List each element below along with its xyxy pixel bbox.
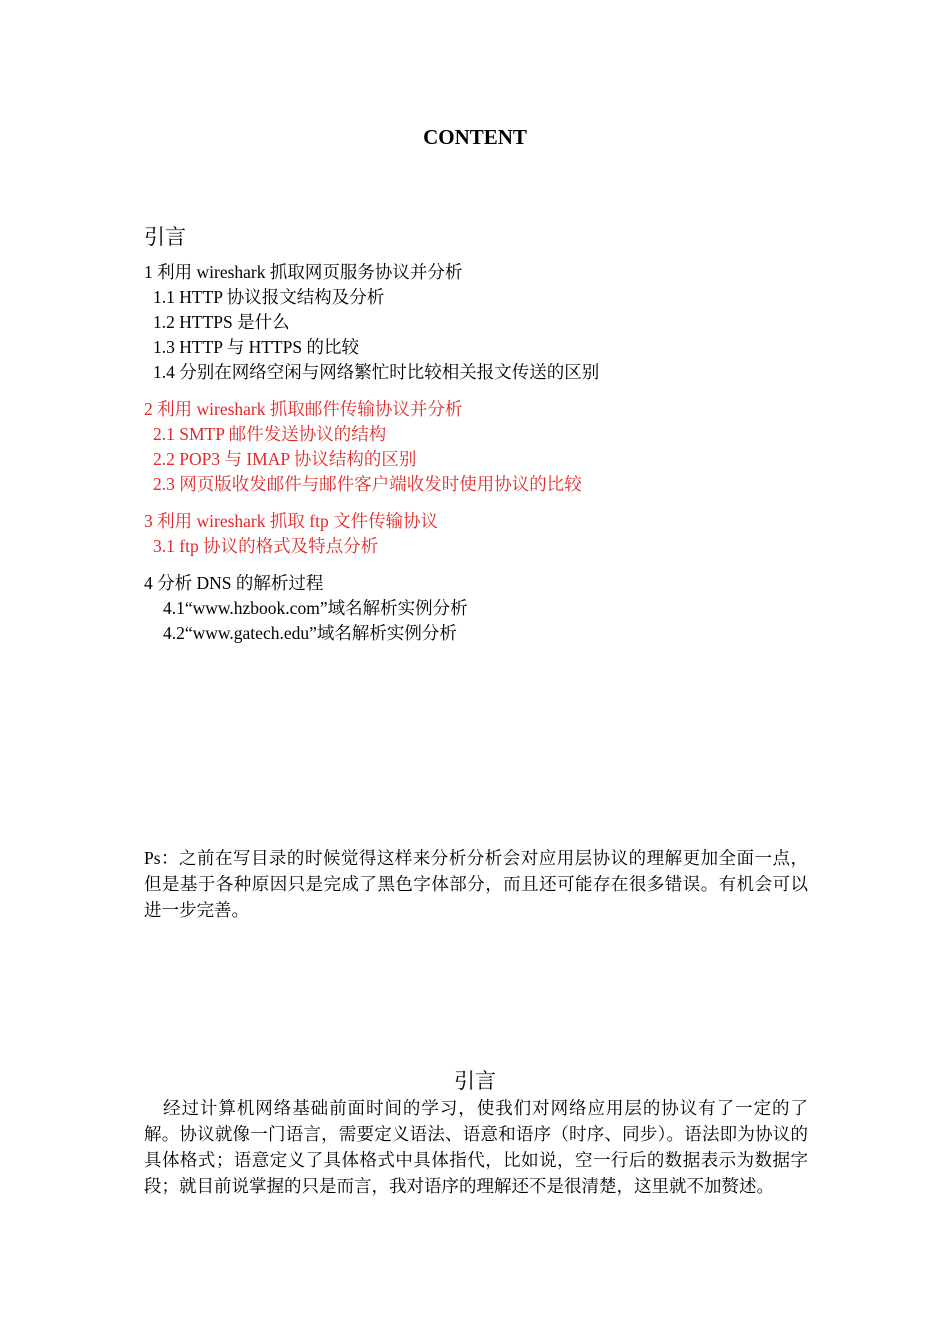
intro-heading: 引言	[454, 1069, 496, 1093]
toc-entry-1-3[interactable]: 1.3 HTTP 与 HTTPS 的比较	[153, 337, 359, 357]
ps-note: Ps：之前在写目录的时候觉得这样来分析分析会对应用层协议的理解更加全面一点，但是基于各种原因只是完成了黑色字体部分，而且还可能存在很多错误。有机会可以进一步完善。	[144, 848, 808, 920]
toc-entry-2[interactable]: 2 利用 wireshark 抓取邮件传输协议并分析	[144, 399, 463, 419]
toc-entry-4-1[interactable]: 4.1“www.hzbook.com”域名解析实例分析	[163, 598, 468, 618]
toc-entry-2-2[interactable]: 2.2 POP3 与 IMAP 协议结构的区别	[153, 449, 417, 469]
toc-entry-1-1[interactable]: 1.1 HTTP 协议报文结构及分析	[153, 287, 385, 307]
toc-entry-3-1[interactable]: 3.1 ftp 协议的格式及特点分析	[153, 536, 379, 556]
toc-entry-4-2[interactable]: 4.2“www.gatech.edu”域名解析实例分析	[163, 623, 457, 643]
toc-entry-1-4[interactable]: 1.4 分别在网络空闲与网络繁忙时比较相关报文传送的区别	[153, 362, 600, 382]
intro-paragraph: 经过计算机网络基础前面时间的学习，使我们对网络应用层的协议有了一定的了解。协议就像一门语言，需要定义语法、语意和语序（时序、同步）。语法即为协议的具体格式；语意定义了具体格式中具体指代，比如说，空一行后的数据表示为数据字段；就目前说掌握的只是而言，我对语序的理解还不是很清楚，这里就不加赘述。	[144, 1098, 808, 1196]
toc-entry-1[interactable]: 1 利用 wireshark 抓取网页服务协议并分析	[144, 262, 463, 282]
toc-heading: 引言	[144, 225, 186, 249]
toc-section-3	[144, 509, 824, 559]
toc-entry-4[interactable]: 4 分析 DNS 的解析过程	[144, 573, 324, 593]
page-title: CONTENT	[423, 125, 527, 149]
toc-section-1	[144, 260, 824, 385]
toc-entry-2-3[interactable]: 2.3 网页版收发邮件与邮件客户端收发时使用协议的比较	[153, 474, 582, 494]
toc-section-2	[144, 397, 824, 497]
toc-entry-2-1[interactable]: 2.1 SMTP 邮件发送协议的结构	[153, 424, 387, 444]
toc-section-4	[144, 571, 824, 646]
toc-entry-3[interactable]: 3 利用 wireshark 抓取 ftp 文件传输协议	[144, 511, 439, 531]
table-of-contents	[144, 260, 824, 658]
toc-entry-1-2[interactable]: 1.2 HTTPS 是什么	[153, 312, 290, 332]
